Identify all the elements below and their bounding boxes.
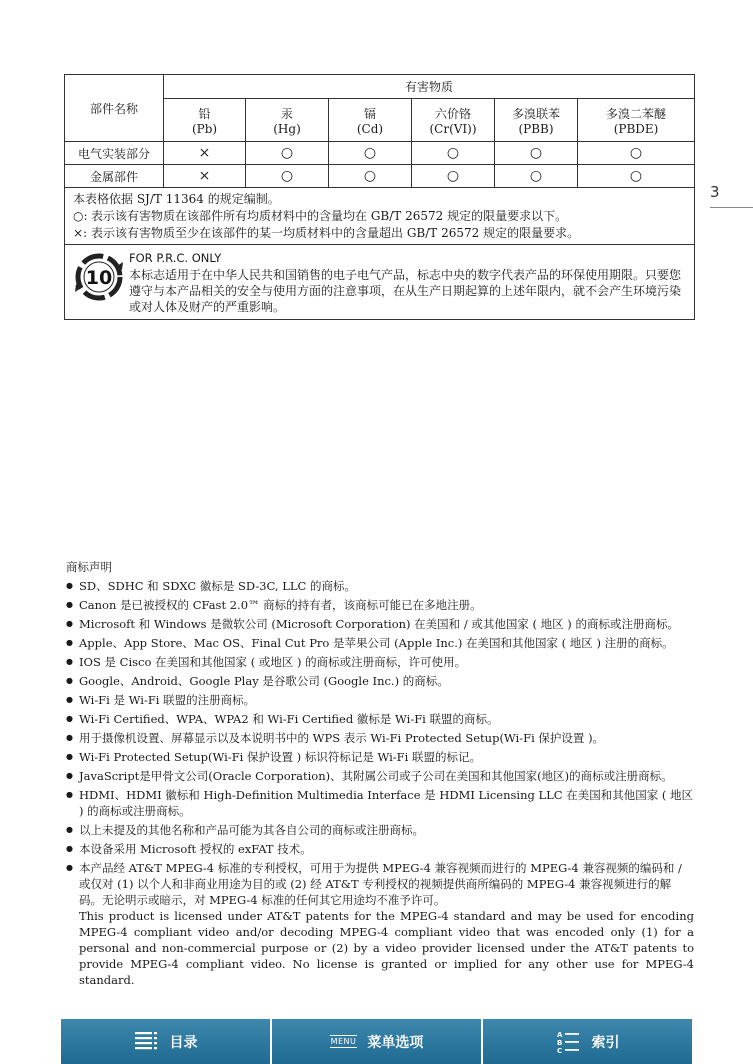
table-cell: ○	[329, 165, 412, 188]
table-row	[65, 165, 695, 188]
list-item: ● Wi-Fi Certified、WPA、WPA2 和 Wi-Fi Certified 徽标是 Wi-Fi 联盟的商标。	[66, 711, 694, 727]
list-item: ● Google、Android、Google Play 是谷歌公司 (Google Inc.) 的商标。	[66, 673, 694, 689]
table-row	[65, 142, 695, 165]
list-item: ● Microsoft 和 Windows 是微软公司 (Microsoft Corporation) 在美国和 / 或其他国家 ( 地区 ) 的商标或注册商标。	[66, 616, 694, 632]
prc-description: 本标志适用于在中华人民共和国销售的电子电气产品，标志中央的数字代表产品的环保使用期限。只要您遵守与本产品相关的安全与使用方面的注意事项，在从生产日期起算的上述年限内，就不会产生环境污染或对人体及财产的严重影响。	[129, 267, 682, 314]
menu-options-button[interactable]	[272, 1019, 483, 1064]
mpeg-license-cn: 本产品经 AT&T MPEG-4 标准的专利授权，可用于为提供 MPEG-4 兼容视频而进行的 MPEG-4 兼容视频的编码和 / 或仅对 (1) 以个人和非商业用途为目的或 (2) 经 AT&T 专利授权的视频提供商所编码的 MPEG-4 兼容视频进行的解码。无论明示或暗示，对 MPEG-4 标准的任何其它用途均不准予许可。	[79, 861, 682, 907]
table-cell: ○	[412, 142, 495, 165]
cross-note: ×: 表示该有害物质至少在该部件的某一均质材料中的含量超出 GB/T 26572 规定的限量要求。	[73, 225, 580, 240]
svg-text:A: A	[556, 1030, 562, 1039]
prc-title: FOR P.R.C. ONLY	[129, 250, 222, 265]
table-cell: ○	[246, 142, 329, 165]
page-number: 3	[710, 183, 720, 201]
menu-options-label: 菜单选项	[367, 1034, 424, 1051]
table-cell: ○	[246, 165, 329, 188]
table-cell: ○	[495, 142, 578, 165]
bottom-navigation	[61, 1019, 692, 1064]
svg-text:C: C	[556, 1046, 562, 1054]
list-item: ● HDMI、HDMI 徽标和 High-Definition Multimedia Interface 是 HDMI Licensing LLC 在美国和其他国家 ( 地区 ) 的商标或注册商标。	[66, 787, 694, 819]
list-item: ● 本设备采用 Microsoft 授权的 exFAT 技术。	[66, 841, 694, 857]
list-item: ● IOS 是 Cisco 在美国和其他国家 ( 或地区 ) 的商标或注册商标，许可使用。	[66, 654, 694, 670]
prc-notice	[65, 245, 695, 320]
logo-number: 10	[85, 266, 113, 289]
mpeg-license-item	[66, 860, 694, 988]
list-item: ● Wi-Fi Protected Setup(Wi-Fi 保护设置 ) 标识符标记是 Wi-Fi 联盟的标记。	[66, 749, 694, 765]
environmental-protection-period-logo	[69, 252, 129, 302]
trademark-section	[66, 559, 694, 991]
part-name-header: 部件名称	[65, 75, 164, 142]
trademark-heading: 商标声明	[66, 560, 112, 574]
table-cell: ○	[578, 165, 695, 188]
part-name: 电气实装部分	[65, 142, 164, 165]
table-cell: ×	[164, 165, 246, 188]
table-notes	[65, 188, 695, 245]
table-cell: ○	[329, 142, 412, 165]
hazardous-substances-table	[64, 74, 695, 320]
substance-header: 铅 (Pb)	[164, 99, 246, 142]
substance-header: 多溴二苯醚 (PBDE)	[578, 99, 695, 142]
trademark-list	[66, 578, 694, 988]
basis-note: 本表格依据 SJ/T 11364 的规定编制。	[73, 191, 280, 206]
list-item: ● 用于摄像机设置、屏幕显示以及本说明书中的 WPS 表示 Wi-Fi Protected Setup(Wi-Fi 保护设置 )。	[66, 730, 694, 746]
page-number-rule	[710, 207, 753, 208]
list-item: ● Canon 是已被授权的 CFast 2.0™ 商标的持有者，该商标可能已在多地注册。	[66, 597, 694, 613]
list-item: ● Wi-Fi 是 Wi-Fi 联盟的注册商标。	[66, 692, 694, 708]
index-label: 索引	[591, 1034, 620, 1051]
mpeg-license-en: This product is licensed under AT&T patents for the MPEG-4 standard and may be used for encoding MPEG-4 compliant video and/or decoding MPEG-4 compliant video that was encoded only (1) for a personal and non-commercial purpose or (2) by a video provider licensed under the AT&T patents to provide MPEG-4 compliant video. No license is granted or implied for any other use for MPEG-4 standard.	[79, 909, 694, 987]
contents-label: 目录	[169, 1034, 198, 1051]
index-button[interactable]	[483, 1019, 692, 1064]
table-cell: ○	[412, 165, 495, 188]
circle-note: ○: 表示该有害物质在该部件所有均质材料中的含量均在 GB/T 26572 规定的限量要求以下。	[73, 208, 568, 223]
substance-header: 汞 (Hg)	[246, 99, 329, 142]
part-name: 金属部件	[65, 165, 164, 188]
table-cell: ○	[578, 142, 695, 165]
menu-icon: MENU	[330, 1037, 357, 1046]
list-item: ● JavaScript是甲骨文公司(Oracle Corporation)、其附属公司或子公司在美国和其他国家(地区)的商标或注册商标。	[66, 768, 694, 784]
list-item: ● Apple、App Store、Mac OS、Final Cut Pro 是苹果公司 (Apple Inc.) 在美国和其他国家 ( 地区 ) 注册的商标。	[66, 635, 694, 651]
substances-header: 有害物质	[164, 75, 695, 99]
index-abc-icon	[556, 1030, 582, 1054]
list-item: ● SD、SDHC 和 SDXC 徽标是 SD-3C, LLC 的商标。	[66, 578, 694, 594]
list-item: ● 以上未提及的其他名称和产品可能为其各自公司的商标或注册商标。	[66, 822, 694, 838]
substance-header: 镉 (Cd)	[329, 99, 412, 142]
contents-button[interactable]	[61, 1019, 272, 1064]
substance-header: 六价铬 (Cr(VI))	[412, 99, 495, 142]
table-cell: ○	[495, 165, 578, 188]
substance-header: 多溴联苯 (PBB)	[495, 99, 578, 142]
svg-text:B: B	[556, 1038, 562, 1047]
contents-list-icon	[134, 1031, 160, 1053]
table-cell: ×	[164, 142, 246, 165]
